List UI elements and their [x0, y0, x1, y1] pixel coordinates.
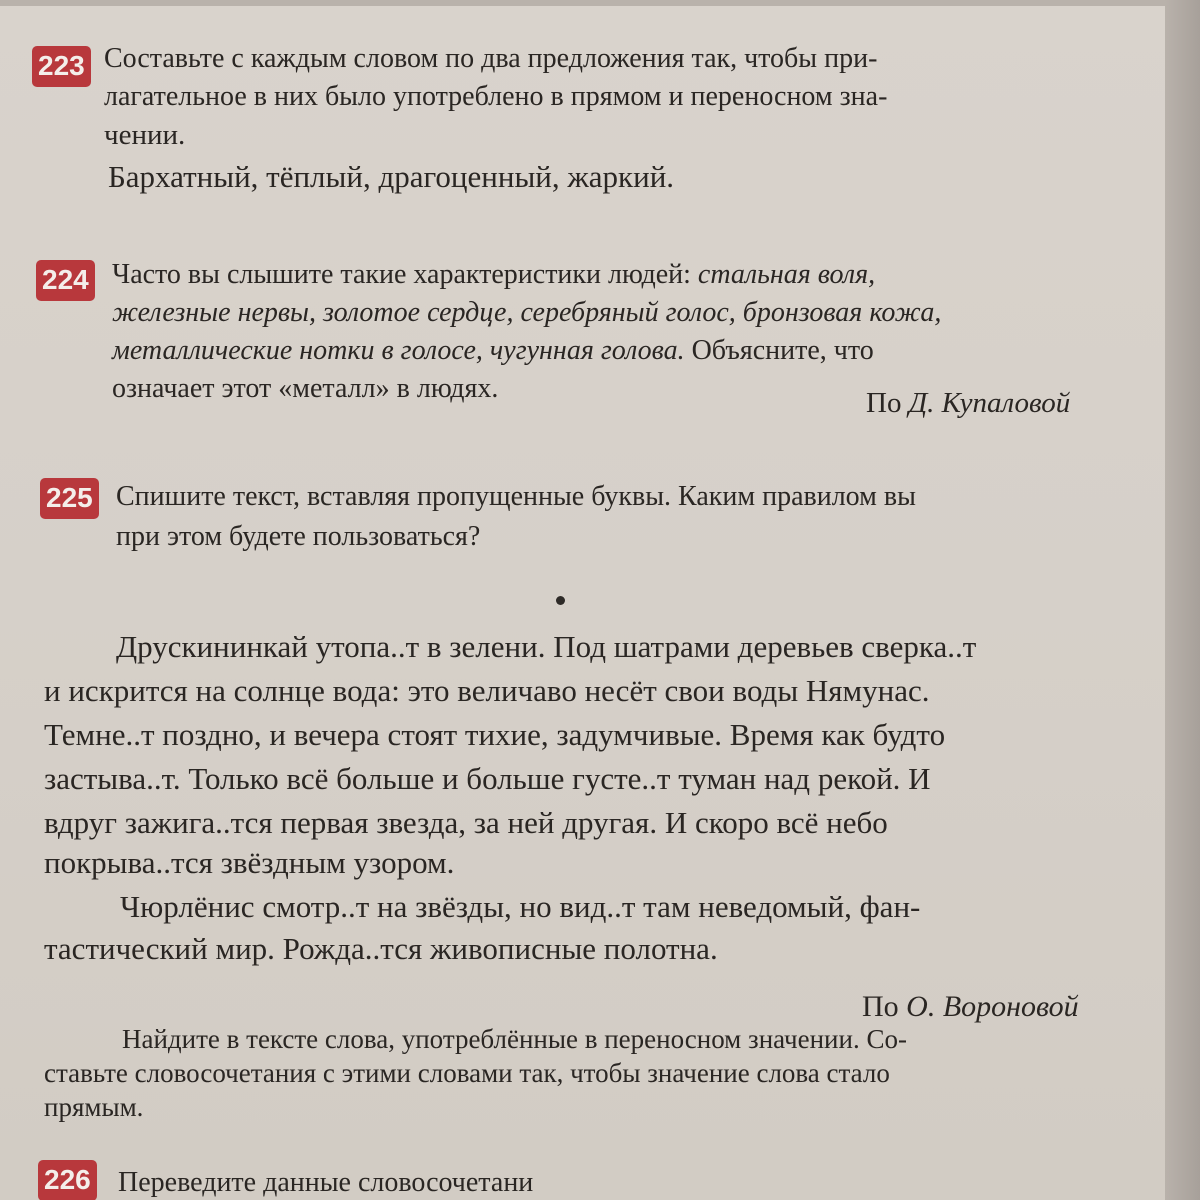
exercise-225 — [0, 470, 1165, 1130]
exercise-225-passage-line8: тастический мир. Рожда..тся живописные полотна. — [44, 931, 718, 966]
exercise-225-passage-line3: Темне..т поздно, и вечера стоят тихие, задумчивые. Время как будто — [44, 717, 946, 752]
exercise-225-passage-line7: Чюрлёнис смотр..т на звёзды, но вид..т там неведомый, фан- — [120, 889, 921, 924]
exercise-225-source-author: О. Вороновой — [906, 990, 1079, 1023]
exercise-225-text-line1: Спишите текст, вставляя пропущенные буквы. Каким правилом вы — [116, 481, 916, 512]
exercise-224-line3-plain: Объясните, что — [684, 335, 874, 366]
exercise-225-source — [862, 990, 1079, 1024]
exercise-225-task-line1: Найдите в тексте слова, употреблённые в переносном значении. Со- — [122, 1024, 907, 1054]
exercise-224-text-line3 — [112, 334, 874, 368]
section-bullet — [556, 596, 565, 605]
exercise-224-text-line1 — [112, 258, 875, 292]
exercise-225-source-prefix: По — [862, 990, 907, 1023]
exercise-225-passage-line6: покрыва..тся звёздным узором. — [44, 845, 455, 880]
exercise-224-line1-italic: стальная воля, — [697, 259, 876, 290]
exercise-number-226: 226 — [38, 1160, 97, 1200]
exercise-226 — [0, 1150, 1165, 1200]
exercise-225-passage-line5: вдруг зажига..тся первая звезда, за ней другая. И скоро всё небо — [44, 805, 888, 840]
exercise-225-text-line2: при этом будете пользоваться? — [116, 521, 481, 552]
exercise-225-task-line3: прямым. — [44, 1092, 144, 1122]
exercise-224-source-prefix: По — [866, 387, 909, 419]
exercise-223-text-line1: Составьте с каждым словом по два предложения так, чтобы при- — [104, 43, 878, 74]
exercise-224-text-line2: железные нервы, золотое сердце, серебряный голос, бронзовая кожа, — [112, 297, 942, 328]
exercise-224-line3-italic: металлические нотки в голосе, чугунная голова. — [112, 335, 685, 366]
exercise-224 — [0, 240, 1165, 430]
exercise-number-223: 223 — [32, 46, 91, 87]
exercise-224-source-author: Д. Купаловой — [908, 387, 1071, 419]
exercise-224-line1-plain: Часто вы слышите такие характеристики людей: — [112, 259, 698, 290]
exercise-223-text-line2: лагательное в них было употреблено в прямом и переносном зна- — [104, 81, 888, 112]
exercise-225-passage-line4: застыва..т. Только всё больше и больше густе..т туман над рекой. И — [44, 761, 931, 796]
exercise-224-text-line4: означает этот «металл» в людях. — [112, 373, 499, 404]
exercise-226-text-line1: Переведите данные словосочетани — [118, 1167, 534, 1198]
exercise-number-225: 225 — [40, 478, 99, 519]
exercise-224-source — [866, 386, 1070, 420]
exercise-225-passage-line2: и искрится на солнце вода: это величаво несёт свои воды Нямунас. — [44, 673, 930, 708]
exercise-number-224: 224 — [36, 260, 95, 301]
exercise-223 — [0, 0, 1165, 220]
page-edge — [1165, 0, 1200, 1200]
exercise-223-text-line3: чении. — [104, 119, 186, 151]
exercise-223-words: Бархатный, тёплый, драгоценный, жаркий. — [108, 159, 675, 194]
exercise-225-passage-line1: Друскининкай утопа..т в зелени. Под шатрами деревьев сверка..т — [116, 629, 977, 664]
exercise-225-task-line2: ставьте словосочетания с этими словами так, чтобы значение слова стало — [44, 1058, 890, 1088]
